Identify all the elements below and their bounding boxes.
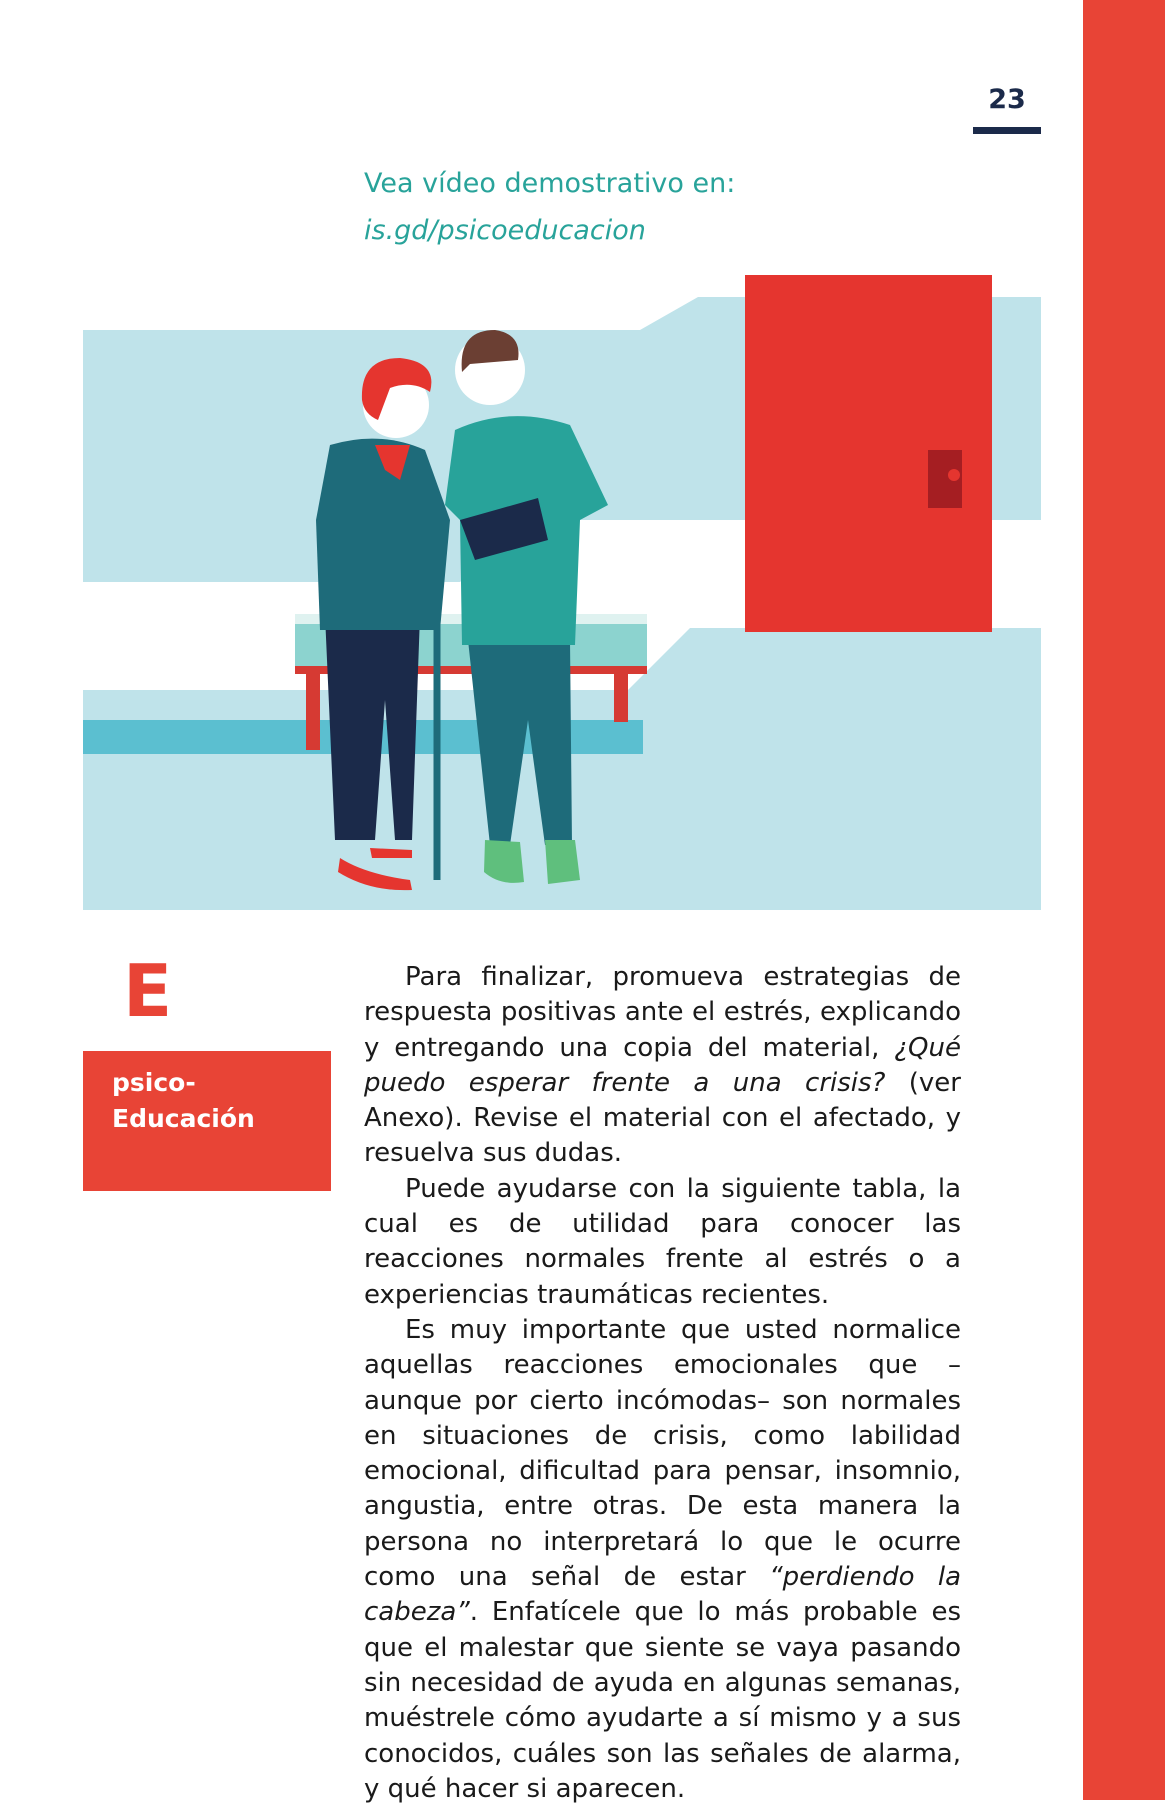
paragraph-1-italic-title: ¿Qué puedo esperar frente a una crisis?	[364, 1032, 961, 1098]
nurse-shoes	[484, 840, 580, 884]
nurse-legs	[468, 640, 572, 845]
nurse-hair	[462, 330, 519, 372]
video-link[interactable]: is.gd/psicoeducacion	[364, 215, 646, 246]
paragraph-2: Puede ayudarse con la siguiente tabla, la cual es de utilidad para conocer las reacciones normales frente al estrés o a experiencias traumáticas recientes.	[364, 1173, 961, 1310]
clipboard	[460, 498, 548, 560]
bench-leg-right	[614, 674, 628, 722]
section-label-line2: Educación	[112, 1104, 255, 1133]
paragraph-1-text-a: Para finalizar, promueva estrategias de respuesta positivas ante el estrés, explicando y entregando una copia del material,	[364, 962, 961, 1063]
floor	[83, 752, 1041, 910]
paragraph-3	[364, 1313, 961, 1807]
video-intro-text: Vea vídeo demostrativo en:	[364, 168, 736, 199]
video-reference	[364, 160, 735, 254]
woman-hair	[362, 358, 431, 420]
paragraph-3-text-b: . Enfatícele que lo más probable es que el malestar que siente se vaya pasando sin necesidad de ayuda en algunas semanas, muéstrele cómo ayudarte a sí mismo y a sus conocidos, cuáles son las señales de alarma, y qué hacer si aparecen.	[364, 1597, 961, 1804]
paragraph-3-text-a: Es muy importante que usted normalice aquellas reacciones emocionales que –aunque por cierto incómodas– son normales en situaciones de crisis, como labilidad emocional, dificultad para pensar, insomnio, angustia, entre otras. De esta manera la persona no interpretará lo que le ocurre como una señal de estar	[364, 1314, 961, 1593]
door-handle	[928, 450, 962, 508]
body-text	[364, 960, 961, 1807]
paragraph-1	[364, 960, 961, 1172]
side-color-bar	[1083, 0, 1165, 1800]
bench-seat	[295, 622, 647, 666]
bench-top	[295, 614, 647, 624]
nurse-face	[455, 335, 525, 405]
page-number-rule	[973, 127, 1041, 134]
page-number: 23	[988, 84, 1026, 115]
door	[745, 275, 992, 632]
woman-torso	[316, 439, 450, 630]
woman-scarf	[375, 445, 410, 480]
section-letter: E	[123, 949, 173, 1033]
bench-rail	[295, 666, 647, 674]
nurse-torso	[445, 416, 608, 645]
woman-face	[363, 372, 429, 438]
woman-shoes	[338, 848, 412, 890]
floor-strip	[83, 720, 643, 754]
door-knob	[948, 469, 960, 481]
paragraph-3-italic-quote: “perdiendo la cabeza”	[364, 1562, 961, 1628]
back-wall	[83, 297, 1041, 910]
section-label-line1: psico-	[112, 1068, 196, 1097]
paragraph-1-text-b: (ver Anexo). Revise el material con el afectado, y resuelva sus dudas.	[364, 1067, 961, 1169]
woman-legs	[325, 615, 420, 840]
bench-leg-left	[306, 674, 320, 750]
section-label	[112, 1065, 255, 1137]
wall-stripe	[83, 520, 1041, 690]
